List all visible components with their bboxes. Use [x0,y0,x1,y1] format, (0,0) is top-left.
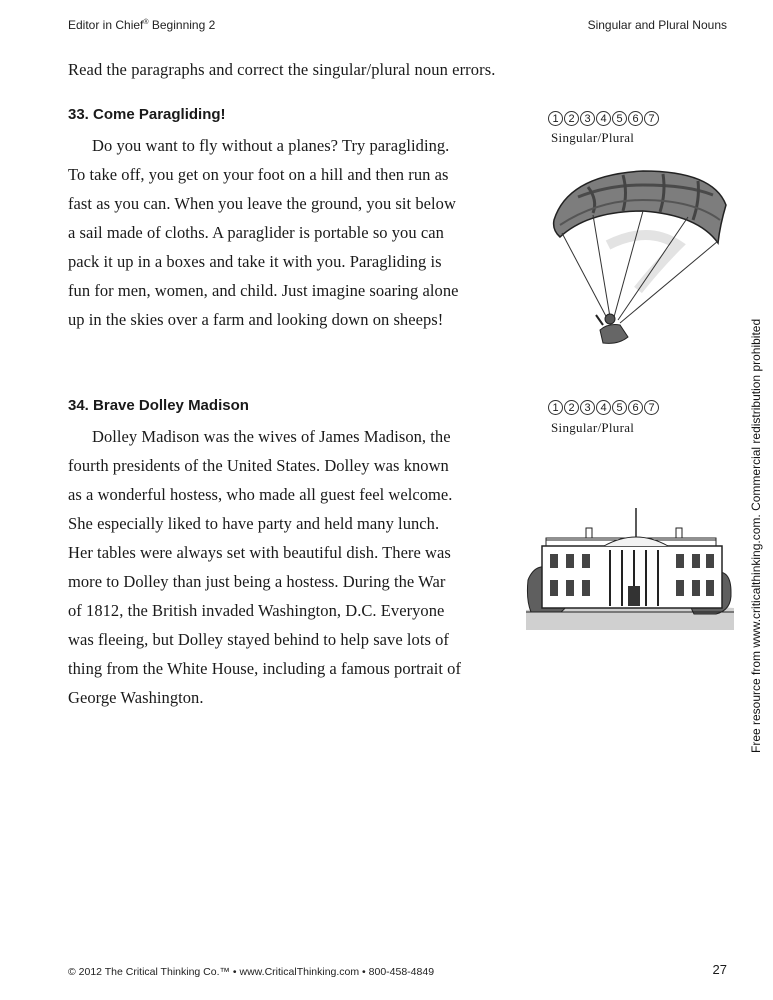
exercise-title: 33. Come Paragliding! [68,106,226,123]
header-book-title: Editor in Chief® Beginning 2 [68,18,216,32]
exercise-title: 34. Brave Dolley Madison [68,397,249,414]
score-circle[interactable]: 5 [612,111,627,126]
score-circle[interactable]: 7 [644,400,659,415]
paragraph-line: Her tables were always set with beautiful dish. There was [68,543,451,562]
side-copyright-note: Free resource from www.criticalthinking.com. Commercial redistribution prohibited [749,318,763,753]
score-circle[interactable]: 6 [628,400,643,415]
paragraph-line: a sail made of cloths. A paraglider is portable so you can [68,223,444,242]
paragraph-line: of 1812, the British invaded Washington, D.C. Everyone [68,601,445,620]
paragraph-line: more to Dolley than just being a hostess. During the War [68,572,446,591]
page-number: 27 [712,962,727,977]
score-label: Singular/Plural [551,420,635,435]
exercise-paragraph [68,131,538,334]
score-circle[interactable]: 4 [596,400,611,415]
paragraph-line: Do you want to fly without a planes? Try paragliding. [92,136,450,155]
white-house-illustration [526,500,734,630]
paragraph-line: as a wonderful hostess, who made all guest feel welcome. [68,485,453,504]
score-circle[interactable]: 7 [644,111,659,126]
paragraph-line: pack it up in a boxes and take it with you. Paragliding is [68,252,442,271]
score-circle[interactable]: 2 [564,400,579,415]
score-circles [548,111,659,126]
instructions: Read the paragraphs and correct the singular/plural noun errors. [68,60,496,79]
paraglider-illustration [548,165,733,355]
score-circle[interactable]: 1 [548,400,563,415]
exercise-paragraph [68,422,538,712]
paragraph-line: fast as you can. When you leave the ground, you sit below [68,194,456,213]
score-circle[interactable]: 2 [564,111,579,126]
footer-copyright: © 2012 The Critical Thinking Co.™ • www.CriticalThinking.com • 800-458-4849 [68,966,435,978]
header-section-title: Singular and Plural Nouns [587,18,727,32]
score-circle[interactable]: 6 [628,111,643,126]
score-label: Singular/Plural [551,130,635,145]
paragraph-line: George Washington. [68,688,204,707]
score-circle[interactable]: 5 [612,400,627,415]
paragraph-line: fun for men, women, and child. Just imagine soaring alone [68,281,459,300]
paragraph-line: To take off, you get on your foot on a hill and then run as [68,165,449,184]
score-circles [548,400,659,415]
score-circle[interactable]: 3 [580,111,595,126]
score-circle[interactable]: 3 [580,400,595,415]
paragraph-line: fourth presidents of the United States. Dolley was known [68,456,449,475]
paragraph-line: thing from the White House, including a famous portrait of [68,659,462,678]
paragraph-line: up in the skies over a farm and looking down on sheeps! [68,310,444,329]
score-circle[interactable]: 4 [596,111,611,126]
paragraph-line: Dolley Madison was the wives of James Madison, the [92,427,451,446]
paragraph-line: was fleeing, but Dolley stayed behind to help save lots of [68,630,449,649]
paragraph-line: She especially liked to have party and held many lunch. [68,514,440,533]
score-circle[interactable]: 1 [548,111,563,126]
